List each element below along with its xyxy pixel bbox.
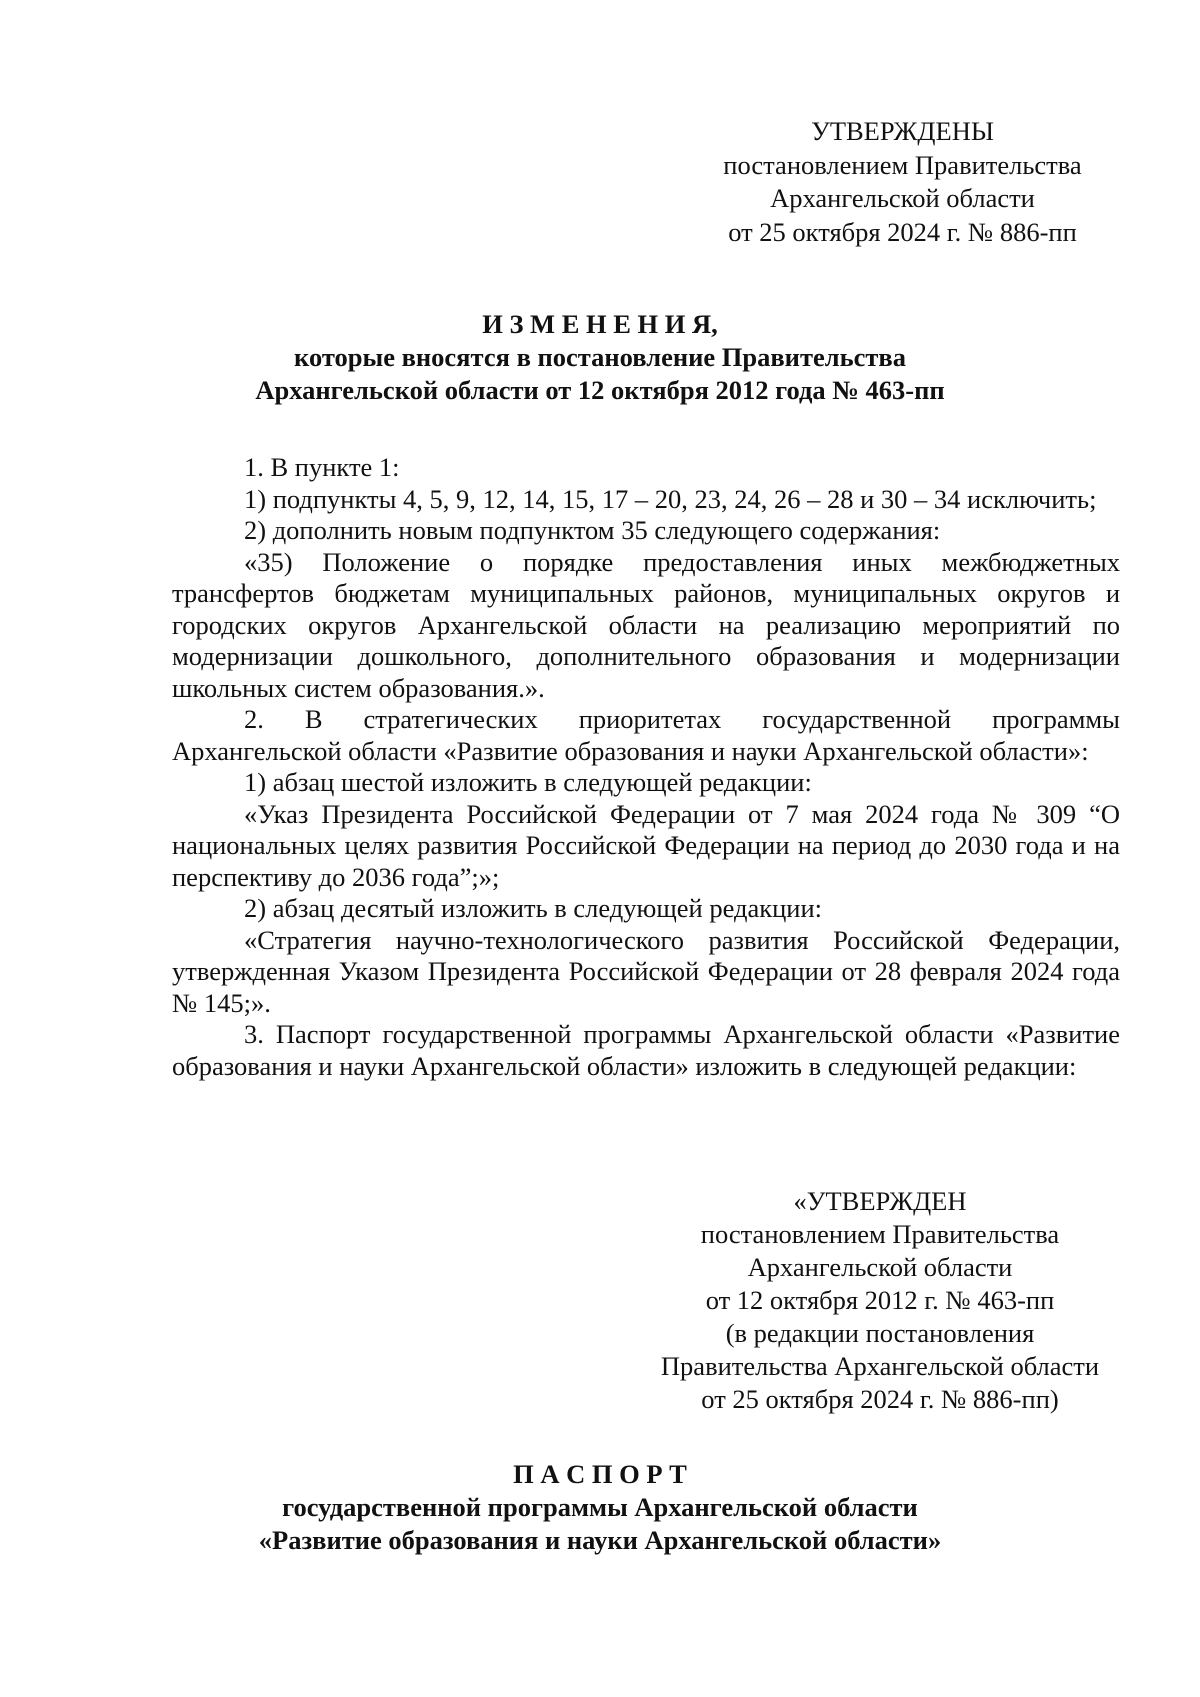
approval-line-4: от 25 октября 2024 г. № 886-пп — [728, 216, 1077, 247]
paragraph-2: 1) подпункты 4, 5, 9, 12, 14, 15, 17 – 20, 23, 24, 26 – 28 и 30 – 34 исключить; — [244, 483, 1097, 514]
inner-approval-stamp — [640, 1185, 1120, 1416]
paragraph-6: 1) абзац шестой изложить в следующей редакции: — [244, 767, 812, 797]
approval-line-2: постановлением Правительства — [723, 149, 1082, 180]
passport-line-2: государственной программы Архангельской области — [282, 1492, 918, 1522]
inner-approval-line-3: Архангельской области — [747, 1252, 1013, 1282]
paragraph-3: 2) дополнить новым подпунктом 35 следующего содержания: — [244, 515, 941, 545]
passport-title — [0, 1458, 1200, 1557]
paragraph-7: «Указ Президента Российской Федерации от 7 мая 2024 года № 309 “О национальных целях развития Российской Федерации на период до 2030 года и на перспективу до 2036 года”;»; — [172, 798, 1120, 892]
inner-approval-line-2: постановлением Правительства — [700, 1219, 1060, 1249]
inner-approval-line-4: от 12 октября 2012 г. № 463-пп — [705, 1285, 1055, 1315]
inner-approval-line-6: Правительства Архангельской области — [660, 1351, 1100, 1381]
approval-stamp — [700, 115, 1105, 249]
approval-line-1: УТВЕРЖДЕНЫ — [811, 116, 994, 146]
paragraph-8: 2) абзац десятый изложить в следующей редакции: — [244, 893, 823, 923]
paragraph-1: 1. В пункте 1: — [244, 452, 400, 482]
document-title — [0, 308, 1200, 407]
title-heading: И З М Е Н Е Н И Я, — [482, 309, 718, 339]
document-body — [172, 452, 1120, 1082]
paragraph-4: «35) Положение о порядке предоставления иных межбюджетных трансфертов бюджетам муниципальных районов, муниципальных округов и городских округов Архангельской области на реализацию мероприятий по модернизации дошкольного, дополнительного образования и модернизации школьных систем образования.». — [172, 546, 1120, 703]
paragraph-9: «Стратегия научно-технологического развития Российской Федерации, утвержденная Указом Президента Российской Федерации от 28 февраля 2024 года № 145;». — [172, 924, 1120, 1018]
inner-approval-line-1: «УТВЕРЖДЕН — [793, 1186, 967, 1216]
paragraph-10: 3. Паспорт государственной программы Архангельской области «Развитие образования и науки Архангельской области» изложить в следующей редакции: — [172, 1019, 1120, 1081]
title-line-2: которые вносятся в постановление Правительства — [294, 342, 906, 372]
inner-approval-line-5: (в редакции постановления — [725, 1318, 1035, 1348]
paragraph-5: 2. В стратегических приоритетах государственной программы Архангельской области «Развитие образования и науки Архангельской области»: — [172, 704, 1120, 766]
passport-line-3: «Развитие образования и науки Архангельской области» — [258, 1525, 942, 1555]
passport-heading: П А С П О Р Т — [513, 1459, 687, 1489]
title-line-3: Архангельской области от 12 октября 2012 года № 463-пп — [255, 375, 945, 405]
inner-approval-line-7: от 25 октября 2024 г. № 886-пп) — [701, 1384, 1059, 1414]
approval-line-3: Архангельской области — [770, 183, 1035, 213]
